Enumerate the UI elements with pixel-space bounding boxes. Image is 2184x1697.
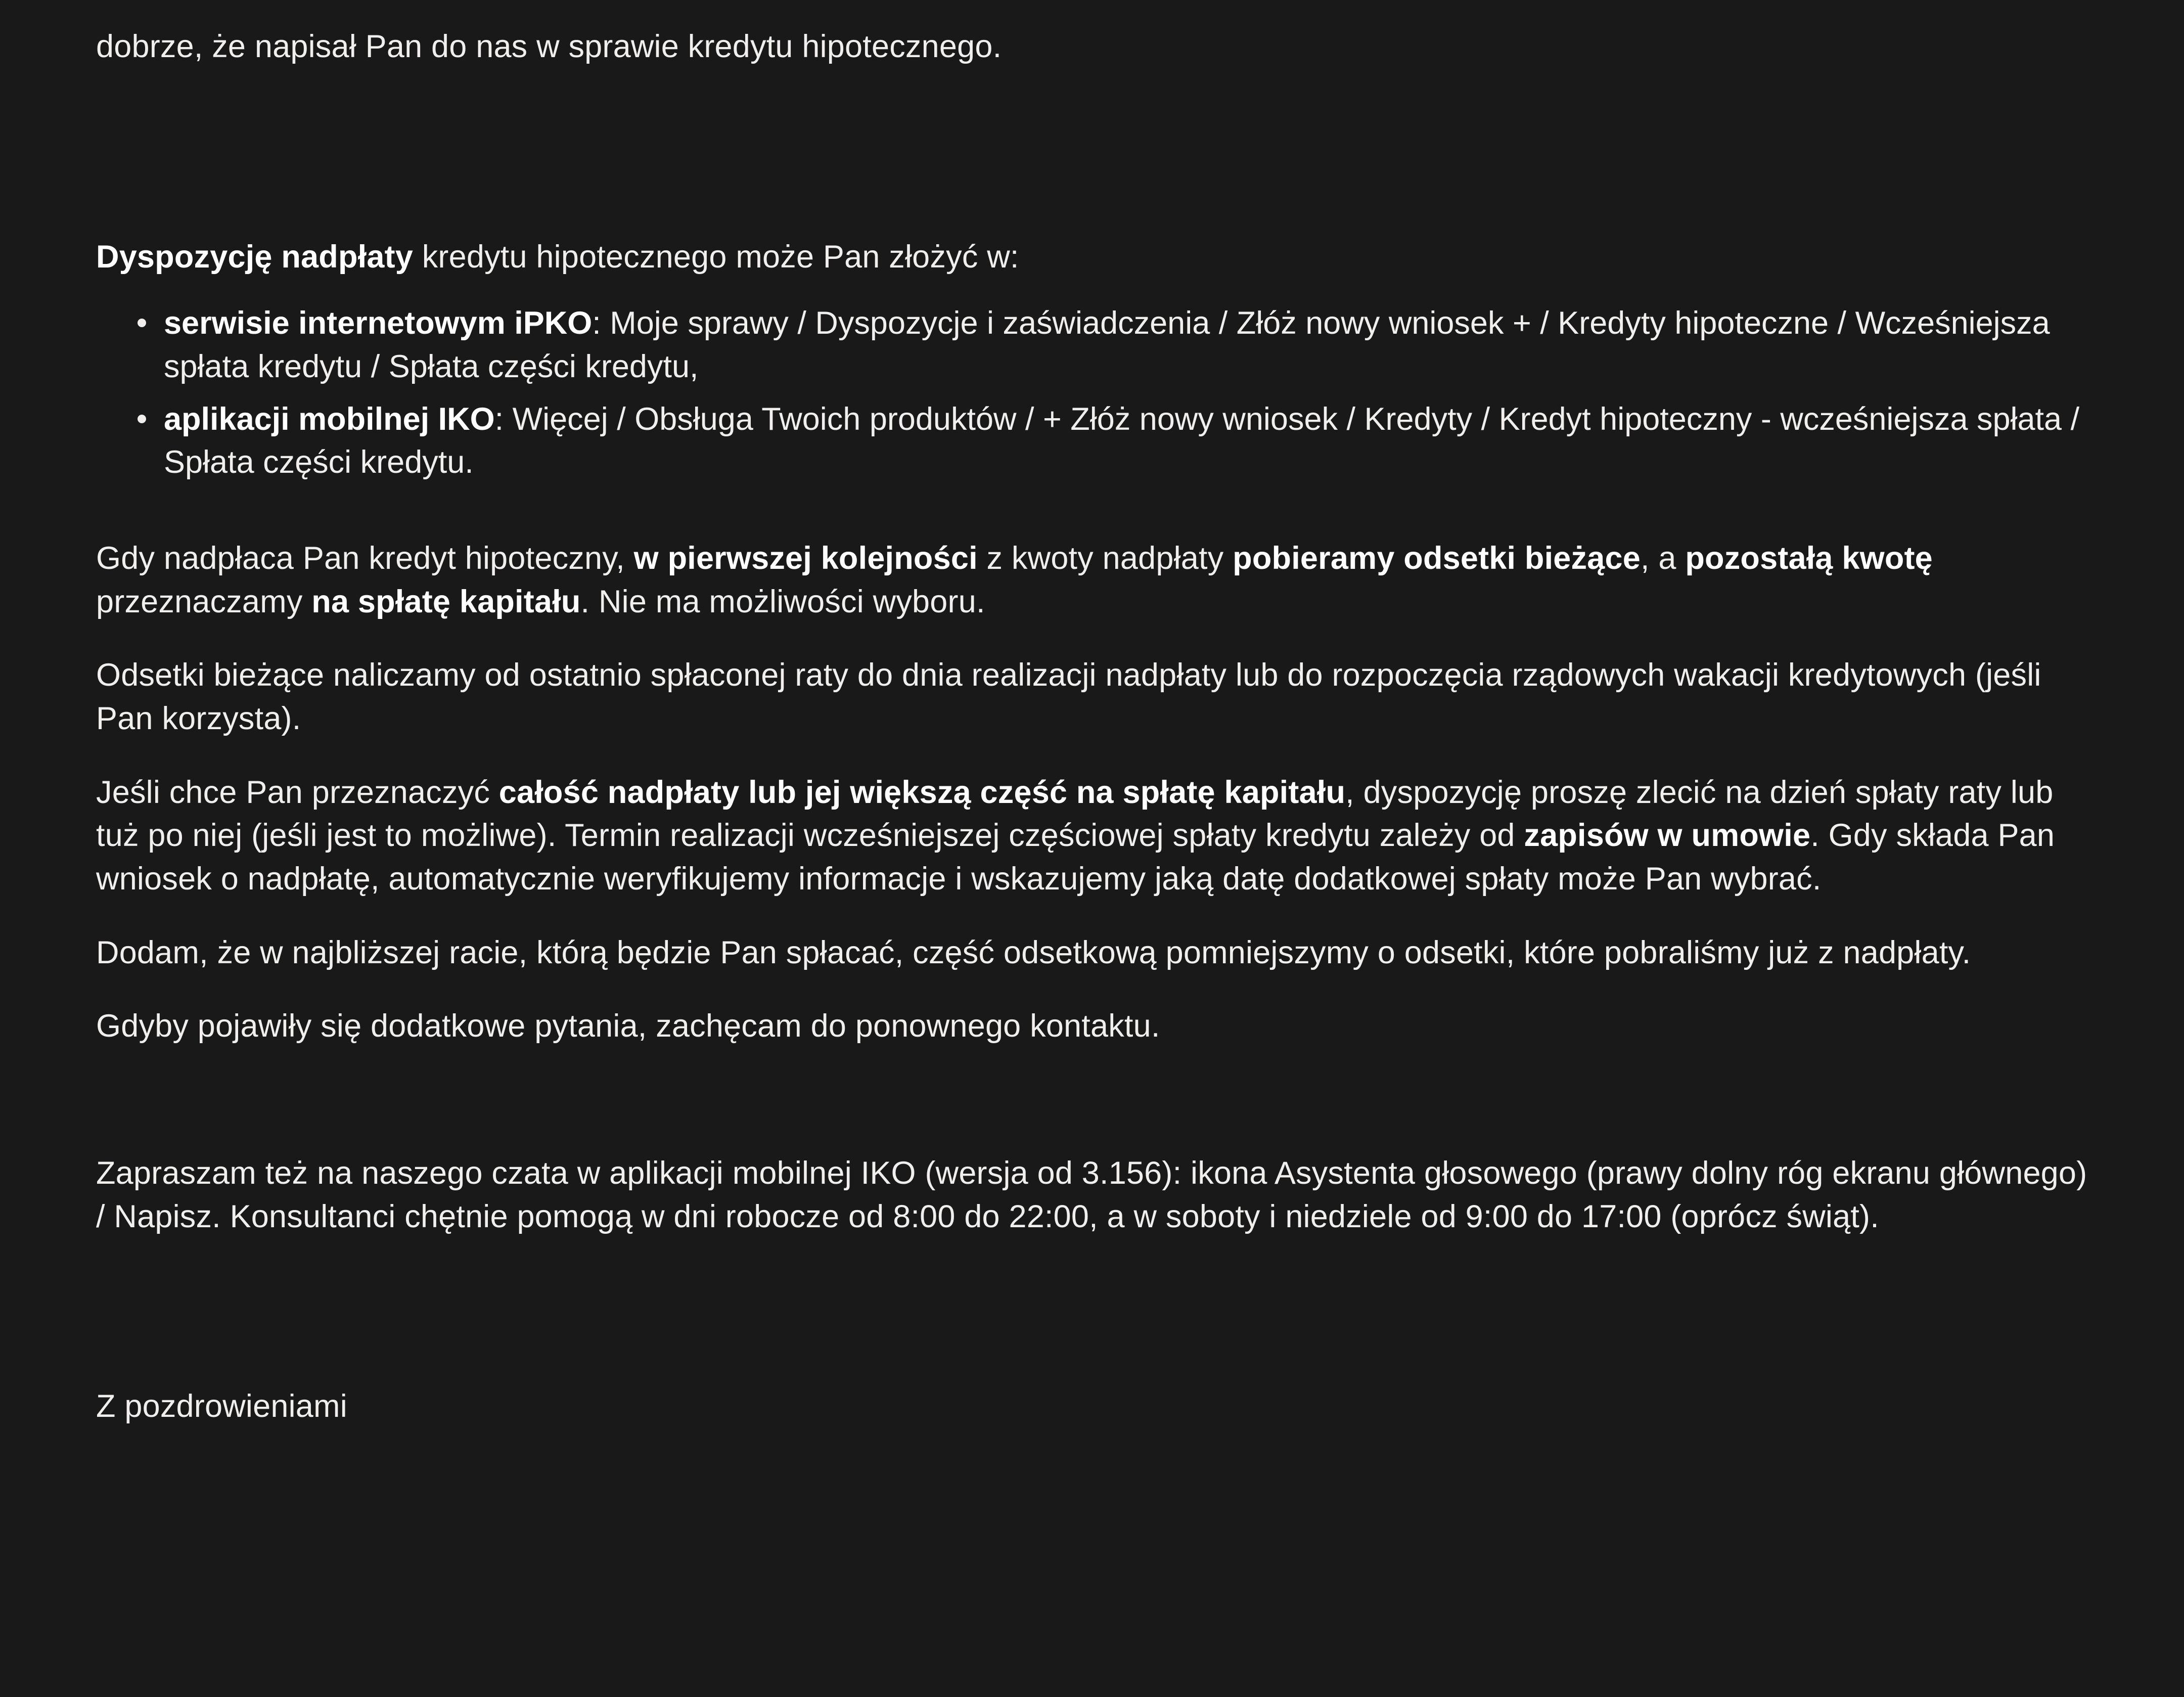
capital-text-2: , dyspozycję proszę zlecić na dzień spłaty raty lub tuż po niej (jeśli jest to możliwe). Termin realizacji wcześniejszej częściowej spłaty kredytu zależy od — [96, 774, 2054, 854]
capital-paragraph — [96, 771, 2103, 901]
channel-path: : Więcej / Obsługa Twoich produktów / + Złóż nowy wniosek / Kredyty / Kredyt hipoteczny - wcześniejsza spłata / Spłata części kredytu. — [164, 401, 2080, 480]
list-item — [164, 398, 2103, 484]
interest-paragraph: Odsetki bieżące naliczamy od ostatnio spłaconej raty do dnia realizacji nadpłaty lub do rozpoczęcia rządowych wakacji kredytowych (jeśli Pan korzysta). — [96, 657, 2041, 737]
disposition-heading — [96, 236, 2103, 279]
priority-text-1: Gdy nadpłaca Pan kredyt hipoteczny, — [96, 541, 634, 576]
priority-text-4: przeznaczamy — [96, 584, 312, 619]
disposition-heading-rest: kredytu hipotecznego może Pan złożyć w: — [413, 239, 1019, 275]
intro-paragraph: dobrze, że napisał Pan do nas w sprawie kredytu hipotecznego. — [96, 29, 1002, 64]
priority-text-5: . Nie ma możliwości wyboru. — [580, 584, 985, 619]
signoff: Z pozdrowieniami — [96, 1389, 347, 1424]
priority-text-2: z kwoty nadpłaty — [977, 541, 1233, 576]
spacer — [96, 974, 2103, 1005]
capital-bold-2: zapisów w umowie — [1524, 818, 1811, 854]
spacer — [96, 494, 2103, 537]
channel-name: aplikacji mobilnej IKO — [164, 401, 495, 437]
spacer — [96, 901, 2103, 931]
spacer — [96, 741, 2103, 771]
chat-paragraph: Zapraszam też na naszego czata w aplikacji mobilnej IKO (wersja od 3.156): ikona Asystenta głosowego (prawy dolny róg ekranu głównego) / Napisz. Konsultanci chętnie pomogą w dni robocze od 8:00 do 22:00, a w soboty i niedziele od 9:00 do 17:00 (oprócz świąt). — [96, 1155, 2087, 1234]
contact-paragraph: Gdyby pojawiły się dodatkowe pytania, zachęcam do ponownego kontaktu. — [96, 1008, 1160, 1044]
list-item — [164, 302, 2103, 388]
capital-bold-1: całość nadpłaty lub jej większą część na spłatę kapitału — [498, 774, 1346, 810]
priority-bold-1: w pierwszej kolejności — [633, 541, 978, 576]
capital-text-1: Jeśli chce Pan przeznaczyć — [96, 774, 499, 810]
priority-text-3: , a — [1640, 541, 1686, 576]
spacer — [96, 1238, 2103, 1385]
channel-path: : Moje sprawy / Dyspozycje i zaświadczenia / Złóż nowy wniosek + / Kredyty hipoteczne / Wcześniejsza spłata kredytu / Spłata części kredytu, — [164, 305, 2050, 385]
channel-name: serwisie internetowym iPKO — [164, 305, 593, 341]
priority-paragraph — [96, 537, 2103, 623]
priority-bold-2: pobieramy odsetki bieżące — [1233, 541, 1641, 576]
spacer — [96, 1048, 2103, 1152]
priority-bold-3: pozostałą kwotę — [1685, 541, 1933, 576]
channel-list — [96, 302, 2103, 484]
priority-bold-4: na spłatę kapitału — [311, 584, 581, 619]
installment-paragraph: Dodam, że w najbliższej racie, którą będzie Pan spłacać, część odsetkową pomniejszymy o odsetki, które pobraliśmy już z nadpłaty. — [96, 934, 1971, 970]
disposition-heading-bold: Dyspozycję nadpłaty — [96, 239, 414, 275]
spacer — [96, 623, 2103, 654]
capital-text-3: . Gdy składa Pan wniosek o nadpłatę, automatycznie weryfikujemy informacje i wskazujemy jaką datę dodatkowej spłaty może Pan wybrać. — [96, 818, 2055, 897]
spacer — [96, 69, 2103, 236]
